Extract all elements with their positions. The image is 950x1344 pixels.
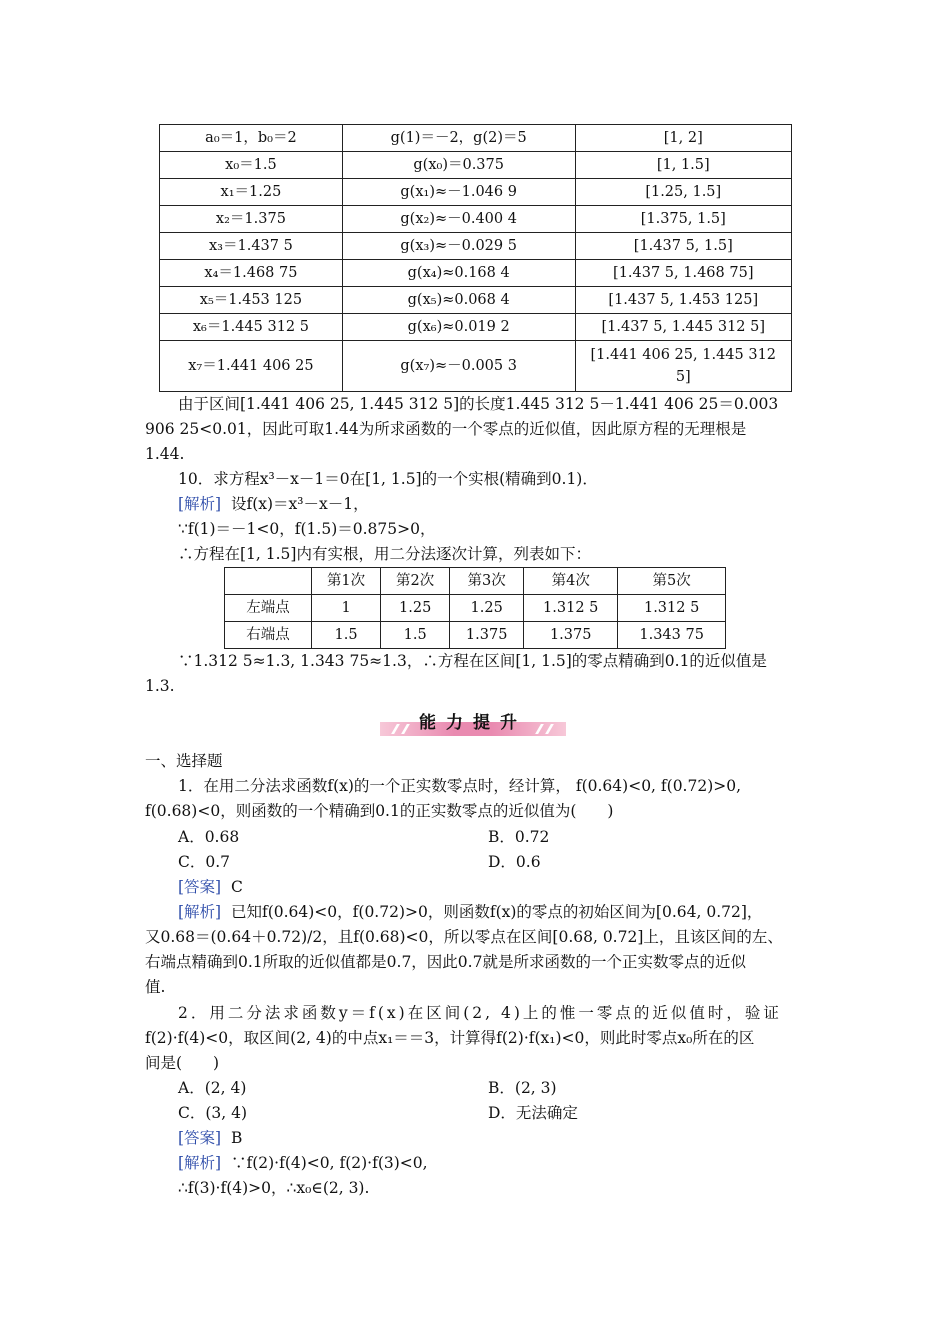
- option-c: C．(3, 4): [178, 1104, 248, 1122]
- analysis-text: 已知f(0.64)<0，f(0.72)>0，则函数f(x)的零点的初始区间为[0.64, 0.72]，: [230, 903, 763, 921]
- question-1-line: 1．在用二分法求函数f(x)的一个正实数零点时，经计算， f(0.64)<0, f(0.72)>0,: [178, 777, 742, 795]
- analysis-line: ∵f(1)＝－1<0，f(1.5)＝0.875>0，: [178, 520, 436, 538]
- table-cell: [1.437 5, 1.453 125]: [575, 287, 791, 314]
- answer-value: C: [230, 878, 243, 896]
- options-row: [178, 1076, 840, 1101]
- table-cell: [1.375, 1.5]: [575, 206, 791, 233]
- table-cell: x₁＝1.25: [160, 179, 343, 206]
- table-cell: g(1)＝－2，g(2)＝5: [342, 125, 575, 152]
- analysis-tag: [解析]: [178, 495, 222, 513]
- table-cell: [1.437 5, 1.468 75]: [575, 260, 791, 287]
- table-cell: [1.437 5, 1.445 312 5]: [575, 314, 791, 341]
- question-2-line: 间是( ): [145, 1054, 220, 1072]
- question-1-line: f(0.68)<0，则函数的一个精确到0.1的正实数零点的近似值为( ): [145, 802, 614, 820]
- table-row: [160, 206, 792, 233]
- table-cell: x₃＝1.437 5: [160, 233, 343, 260]
- conclusion-line: 1.3.: [145, 677, 175, 695]
- answer-line: [178, 1126, 840, 1151]
- table-cell: 1.343 75: [618, 622, 726, 649]
- paragraph-line: 906 25<0.01，因此可取1.44为所求函数的一个零点的近似值，因此原方程的无理根是: [145, 420, 747, 438]
- table-cell: x₀＝1.5: [160, 152, 343, 179]
- question-2-line: f(2)·f(4)<0，取区间(2, 4)的中点x₁＝＝3，计算得f(2)·f(x₁)<0，则此时零点x₀所在的区: [145, 1029, 755, 1047]
- table-cell: x₄＝1.468 75: [160, 260, 343, 287]
- table-cell: a₀＝1，b₀＝2: [160, 125, 343, 152]
- table-cell: [1.25, 1.5]: [575, 179, 791, 206]
- table-row: [160, 179, 792, 206]
- table-cell: 右端点: [225, 622, 312, 649]
- table-cell: g(x₅)≈0.068 4: [342, 287, 575, 314]
- options-row: [178, 825, 840, 850]
- table-cell: [1.437 5, 1.5]: [575, 233, 791, 260]
- table-row: [160, 233, 792, 260]
- question-2-line: 2．用二分法求函数y＝f(x)在区间(2, 4)上的惟一零点的近似值时，验证: [178, 1004, 782, 1022]
- answer-value: B: [230, 1129, 243, 1147]
- analysis-line: [178, 492, 840, 517]
- banner-title: 能力提升: [419, 713, 527, 733]
- table-cell: [575, 341, 791, 392]
- analysis-line: ∴f(3)·f(4)>0，∴x₀∈(2, 3).: [178, 1179, 370, 1197]
- analysis-line: 值.: [145, 978, 166, 996]
- answer-line: [178, 875, 840, 900]
- option-d: D．0.6: [488, 853, 541, 871]
- question-10-title: 10．求方程x³－x－1＝0在[1, 1.5]的一个实根(精确到0.1)．: [178, 470, 598, 488]
- bisection-table-1: [159, 124, 792, 392]
- analysis-tag: [解析]: [178, 1154, 222, 1172]
- table-cell: [1, 1.5]: [575, 152, 791, 179]
- analysis-text: ∵f(2)·f(4)<0, f(2)·f(3)<0,: [230, 1154, 428, 1172]
- table-row: [160, 314, 792, 341]
- table-cell: 1.375: [524, 622, 618, 649]
- answer-tag: [答案]: [178, 878, 222, 896]
- analysis-line: [178, 900, 840, 925]
- table-header-cell: 第4次: [524, 568, 618, 595]
- table-cell: x₆＝1.445 312 5: [160, 314, 343, 341]
- table-cell: 1.25: [450, 595, 524, 622]
- table-cell: x₇＝1.441 406 25: [160, 341, 343, 392]
- table-cell: 1.25: [381, 595, 450, 622]
- table-header-row: [225, 568, 726, 595]
- analysis-text: 设f(x)＝x³－x－1，: [230, 495, 369, 513]
- table-cell: g(x₇)≈－0.005 3: [342, 341, 575, 392]
- analysis-tag: [解析]: [178, 903, 222, 921]
- table-cell: g(x₆)≈0.019 2: [342, 314, 575, 341]
- analysis-line: 又0.68＝(0.64＋0.72)/2，且f(0.68)<0，所以零点在区间[0.68, 0.72]上，且该区间的左、: [145, 928, 783, 946]
- table-cell: g(x₀)＝0.375: [342, 152, 575, 179]
- option-b: B．(2, 3): [488, 1079, 557, 1097]
- option-a: A．0.68: [178, 828, 240, 846]
- table-cell: g(x₁)≈－1.046 9: [342, 179, 575, 206]
- analysis-line: 右端点精确到0.1所取的近似值都是0.7，因此0.7就是所求函数的一个正实数零点的近似: [145, 953, 746, 971]
- table-cell: g(x₄)≈0.168 4: [342, 260, 575, 287]
- option-c: C．0.7: [178, 853, 231, 871]
- analysis-line: ∴方程在[1, 1.5]内有实根，用二分法逐次计算，列表如下：: [178, 545, 591, 563]
- table-cell: g(x₂)≈－0.400 4: [342, 206, 575, 233]
- table-cell: 1.5: [312, 622, 381, 649]
- table-header-cell: 第2次: [381, 568, 450, 595]
- analysis-line: [178, 1151, 840, 1176]
- table-cell: 1: [312, 595, 381, 622]
- cell-line: 5]: [675, 369, 691, 385]
- table-row: [160, 287, 792, 314]
- table-cell: [1, 2]: [575, 125, 791, 152]
- table-cell: 1.5: [381, 622, 450, 649]
- table-row: [160, 125, 792, 152]
- table-cell: 1.312 5: [618, 595, 726, 622]
- section-banner: [380, 708, 566, 738]
- table-row: [160, 260, 792, 287]
- table-cell: x₂＝1.375: [160, 206, 343, 233]
- paragraph-line: 1.44.: [145, 445, 185, 463]
- table-cell: g(x₃)≈－0.029 5: [342, 233, 575, 260]
- table-header-cell: 第1次: [312, 568, 381, 595]
- paragraph-line: 由于区间[1.441 406 25, 1.445 312 5]的长度1.445 312 5－1.441 406 25＝0.003: [178, 395, 779, 413]
- answer-tag: [答案]: [178, 1129, 222, 1147]
- table-cell: [225, 568, 312, 595]
- table-header-cell: 第5次: [618, 568, 726, 595]
- option-a: A．(2, 4): [178, 1079, 247, 1097]
- options-row: [178, 850, 840, 875]
- option-d: D．无法确定: [488, 1104, 578, 1122]
- cell-line: [1.441 406 25, 1.445 312: [590, 347, 777, 363]
- table-cell: 左端点: [225, 595, 312, 622]
- table-cell: 1.312 5: [524, 595, 618, 622]
- conclusion-line: ∵1.312 5≈1.3, 1.343 75≈1.3，∴方程在区间[1, 1.5]的零点精确到0.1的近似值是: [178, 652, 767, 670]
- option-b: B．0.72: [488, 828, 550, 846]
- table-row: [225, 595, 726, 622]
- table-row: [160, 341, 792, 392]
- table-row: [225, 622, 726, 649]
- table-cell: x₅＝1.453 125: [160, 287, 343, 314]
- bisection-table-2: [224, 567, 726, 649]
- section-heading: 一、选择题: [145, 752, 223, 770]
- options-row: [178, 1101, 840, 1126]
- table-row: [160, 152, 792, 179]
- table-header-cell: 第3次: [450, 568, 524, 595]
- table-cell: 1.375: [450, 622, 524, 649]
